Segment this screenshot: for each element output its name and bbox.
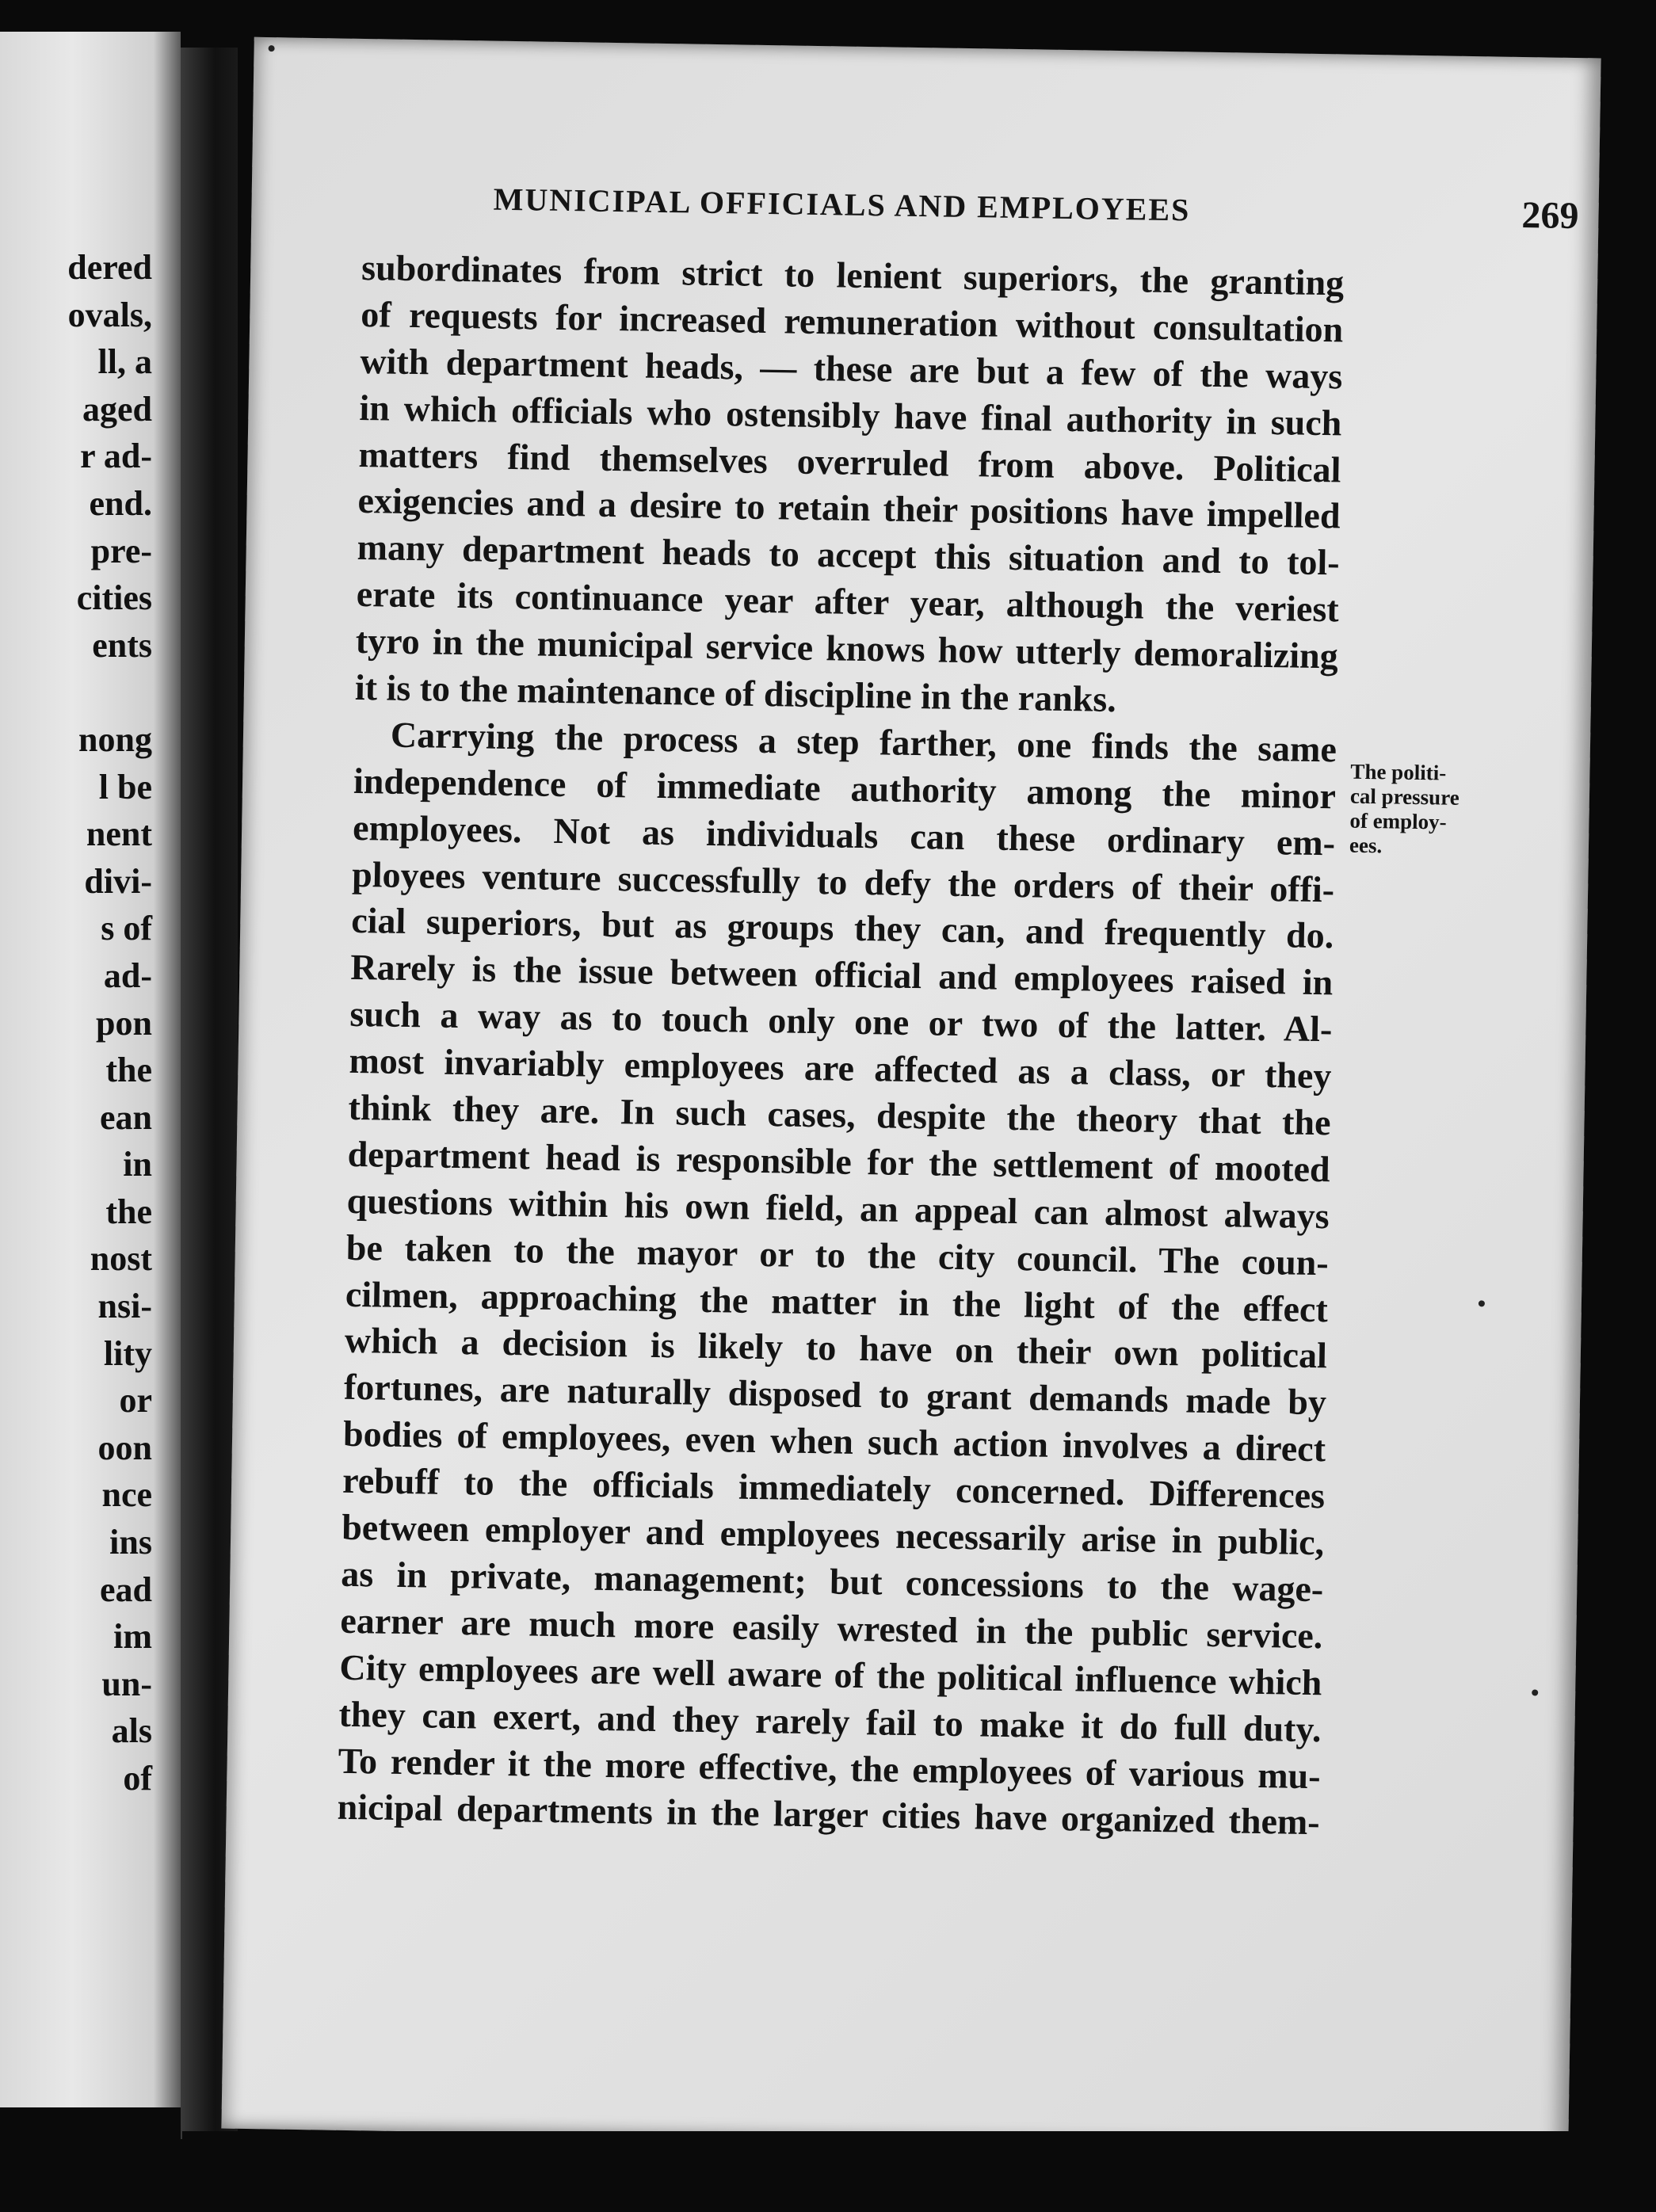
text-line: independence of immediate authority among the minor bbox=[353, 760, 1337, 817]
text-line: employees. Not as individuals can these ordinary em- bbox=[352, 807, 1336, 864]
text-line: nicipal departments in the larger cities have organized them- bbox=[337, 1787, 1321, 1843]
text-line: cilmen, approaching the matter in the light of the effect bbox=[345, 1273, 1329, 1329]
previous-page-line: ovals, bbox=[67, 295, 152, 334]
text-line: be taken to the mayor or to the city council. The coun- bbox=[345, 1226, 1330, 1283]
previous-page-line: the bbox=[105, 1051, 152, 1090]
text-line: they can exert, and they rarely fail to make it do full duty. bbox=[338, 1693, 1322, 1749]
marginal-note-line: of employ- bbox=[1349, 808, 1447, 834]
marginal-note-line: The politi- bbox=[1350, 759, 1447, 785]
previous-page-line: of bbox=[123, 1759, 152, 1798]
text-line: with department heads, — these are but a few of the ways bbox=[360, 340, 1343, 397]
previous-page-line: im bbox=[113, 1617, 152, 1657]
text-line: such a way as to touch only one or two of the latter. Al- bbox=[349, 993, 1333, 1050]
previous-page-line: ad- bbox=[103, 955, 152, 995]
text-line: as in private, management; but concessions to the wage- bbox=[340, 1553, 1324, 1610]
text-line: erate its continuance year after year, although the veriest bbox=[356, 574, 1340, 630]
previous-page-line: ead bbox=[100, 1569, 152, 1609]
text-line: of requests for increased remuneration without consultation bbox=[360, 293, 1344, 350]
print-speck bbox=[1532, 1689, 1538, 1695]
page-number: 269 bbox=[1521, 193, 1579, 238]
text-line: which a decision is likely to have on their own political bbox=[344, 1320, 1328, 1376]
previous-page-line: r ad- bbox=[80, 437, 152, 476]
text-line: tyro in the municipal service knows how utterly demoralizing bbox=[355, 620, 1339, 677]
text-line: earner are much more easily wrested in the public service. bbox=[340, 1600, 1323, 1657]
text-line: matters find themselves overruled from above. Political bbox=[358, 433, 1341, 490]
text-line: rebuff to the officials immediately concerned. Differences bbox=[342, 1459, 1326, 1516]
previous-page-line: nost bbox=[90, 1239, 152, 1279]
previous-page-line: aged bbox=[82, 389, 152, 429]
previous-page-line: als bbox=[111, 1711, 152, 1751]
previous-page-line: dered bbox=[67, 248, 152, 287]
previous-page-line: ins bbox=[109, 1523, 152, 1562]
text-line: Rarely is the issue between official and employees raised in bbox=[350, 947, 1334, 1003]
running-title: MUNICIPAL OFFICIALS AND EMPLOYEES bbox=[493, 181, 1191, 228]
previous-page-line bbox=[67, 669, 152, 716]
previous-page-line: oon bbox=[97, 1428, 152, 1467]
previous-page-line: ll, a bbox=[97, 342, 152, 382]
previous-page-line: lity bbox=[103, 1333, 152, 1373]
text-line: bodies of employees, even when such action involves a direct bbox=[342, 1413, 1326, 1470]
text-line: Carrying the process a step farther, one finds the same bbox=[390, 714, 1337, 770]
book-page bbox=[221, 37, 1601, 2149]
text-line: City employees are well aware of the political influence which bbox=[339, 1646, 1322, 1703]
previous-page-text bbox=[67, 244, 152, 1802]
previous-page-line: ean bbox=[100, 1097, 152, 1137]
text-line: in which officials who ostensibly have final authority in such bbox=[359, 387, 1342, 444]
previous-page-line: cities bbox=[76, 578, 152, 618]
text-line: it is to the maintenance of discipline in the ranks. bbox=[354, 666, 1117, 720]
text-line: cial superiors, but as groups they can, and frequently do. bbox=[350, 900, 1334, 956]
print-speck bbox=[269, 45, 275, 51]
body-text bbox=[337, 245, 1344, 1847]
previous-page-line: nent bbox=[86, 814, 152, 854]
previous-page-line: end. bbox=[89, 483, 152, 523]
scan-border bbox=[182, 2131, 1608, 2212]
marginal-note-line: cal pressure bbox=[1349, 784, 1459, 810]
previous-page-line: divi- bbox=[84, 861, 152, 901]
previous-page-edge bbox=[0, 32, 181, 2107]
print-speck bbox=[1479, 1300, 1485, 1306]
previous-page-line: un- bbox=[101, 1664, 152, 1703]
previous-page-line: nong bbox=[78, 719, 152, 759]
previous-page-line: l be bbox=[98, 767, 152, 807]
previous-page-line: pre- bbox=[90, 531, 152, 570]
text-line: most invariably employees are affected as a class, or they bbox=[349, 1039, 1332, 1096]
previous-page-line: s of bbox=[101, 909, 152, 948]
text-line: To render it the more effective, the employees of various mu- bbox=[338, 1740, 1321, 1796]
text-line: many department heads to accept this situation and to tol- bbox=[357, 527, 1340, 583]
previous-page-line: the bbox=[105, 1192, 152, 1231]
marginal-note-line: ees. bbox=[1349, 833, 1383, 858]
previous-page-line: in bbox=[123, 1145, 152, 1184]
text-line: fortunes, are naturally disposed to grant demands made by bbox=[343, 1367, 1327, 1423]
previous-page-line: nce bbox=[101, 1475, 152, 1515]
previous-page-line: pon bbox=[96, 1003, 152, 1043]
text-line: ployees venture successfully to defy the orders of their offi- bbox=[351, 853, 1335, 910]
previous-page-line: or bbox=[119, 1381, 152, 1421]
text-line: subordinates from strict to lenient superiors, the granting bbox=[361, 246, 1345, 303]
text-line: exigencies and a desire to retain their positions have impelled bbox=[357, 480, 1341, 536]
text-line: think they are. In such cases, despite the theory that the bbox=[348, 1086, 1331, 1143]
text-line: questions within his own field, an appeal can almost always bbox=[346, 1180, 1330, 1237]
previous-page-line: ents bbox=[92, 625, 152, 665]
marginal-note bbox=[1349, 760, 1460, 860]
previous-page-line: nsi- bbox=[97, 1287, 152, 1326]
text-line: department head is responsible for the settlement of mooted bbox=[347, 1133, 1330, 1190]
text-line: between employer and employees necessarily arise in public, bbox=[341, 1506, 1325, 1563]
running-head bbox=[493, 181, 1579, 246]
